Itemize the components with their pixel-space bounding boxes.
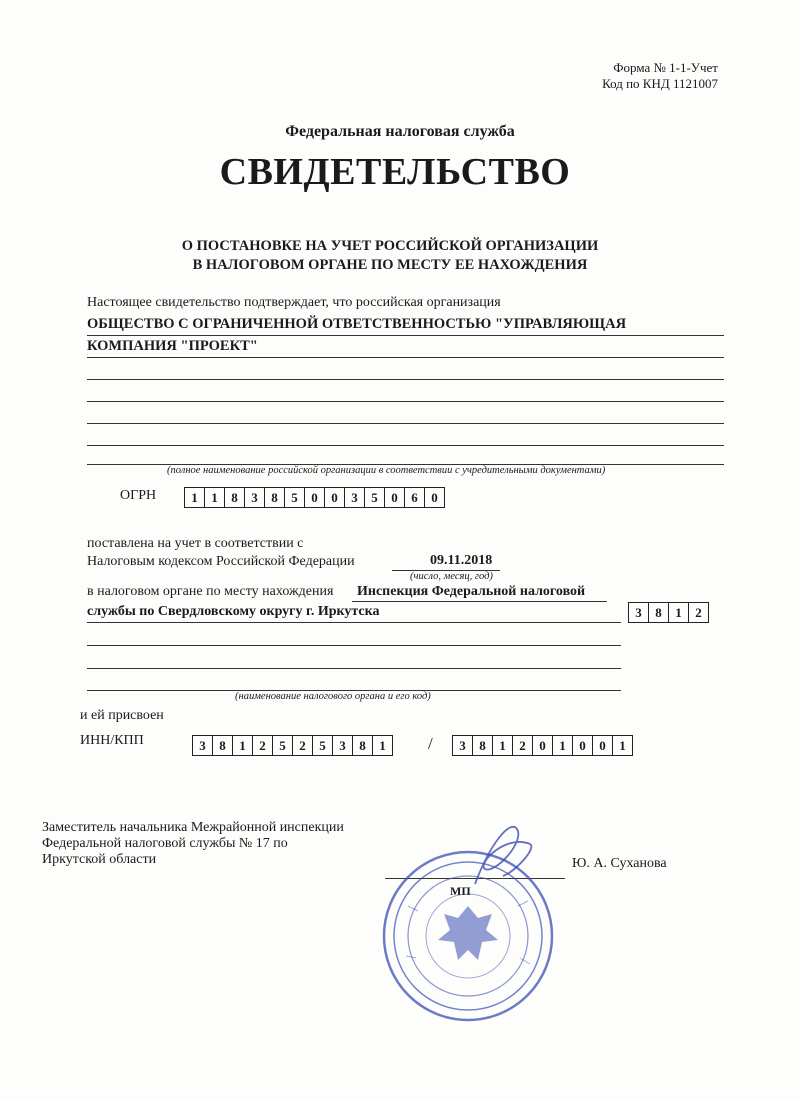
digit-cell: 1 <box>613 736 633 755</box>
digit-cell: 3 <box>193 736 213 755</box>
org-name-line-2: КОМПАНИЯ "ПРОЕКТ" <box>87 338 258 354</box>
subtitle-line-2: В НАЛОГОВОМ ОРГАНЕ ПО МЕСТУ ЕЕ НАХОЖДЕНИЯ <box>192 257 588 273</box>
form-number: Форма № 1-1-Учет <box>613 60 718 75</box>
ogrn-label: ОГРН <box>120 488 157 503</box>
digit-cell: 3 <box>245 488 265 507</box>
digit-cell: 8 <box>213 736 233 755</box>
org-line-2 <box>87 357 724 358</box>
inn-kpp-label: ИНН/КПП <box>80 733 144 748</box>
digit-cell: 0 <box>593 736 613 755</box>
digit-cell: 8 <box>353 736 373 755</box>
org-name-line-1: ОБЩЕСТВО С ОГРАНИЧЕННОЙ ОТВЕТСТВЕННОСТЬЮ "УПРАВЛЯЮЩАЯ <box>87 316 627 332</box>
tax-code-cells <box>628 602 709 623</box>
ogrn-cells <box>184 487 445 508</box>
document-subtitle <box>0 237 780 275</box>
document-title: СВИДЕТЕЛЬСТВО <box>219 151 571 193</box>
registration-line-1: поставлена на учет в соответствии с <box>87 536 304 551</box>
digit-cell: 2 <box>253 736 273 755</box>
tax-authority-name-1: Инспекция Федеральной налоговой <box>357 584 586 599</box>
assigned-label: и ей присвоен <box>80 708 164 723</box>
digit-cell: 0 <box>533 736 553 755</box>
registration-line-2: Налоговым кодексом Российской Федерации <box>87 554 355 569</box>
digit-cell: 2 <box>513 736 533 755</box>
digit-cell: 0 <box>325 488 345 507</box>
form-number-block <box>602 60 718 92</box>
digit-cell: 2 <box>293 736 313 755</box>
tax-line-4 <box>87 668 621 669</box>
seal-label: МП <box>450 884 471 898</box>
org-line-3 <box>87 379 724 380</box>
org-line-5 <box>87 423 724 424</box>
intro-text: Настоящее свидетельство подтверждает, что российская организация <box>87 295 501 310</box>
digit-cell: 8 <box>649 603 669 622</box>
digit-cell: 8 <box>265 488 285 507</box>
digit-cell: 3 <box>333 736 353 755</box>
digit-cell: 1 <box>553 736 573 755</box>
signatory-position-line-3: Иркутской области <box>42 852 157 867</box>
digit-cell: 5 <box>365 488 385 507</box>
digit-cell: 0 <box>305 488 325 507</box>
digit-cell: 1 <box>669 603 689 622</box>
tax-authority-caption: (наименование налогового органа и его код) <box>235 691 431 702</box>
handwritten-signature <box>455 814 545 904</box>
inn-kpp-separator: / <box>428 734 433 753</box>
digit-cell: 5 <box>313 736 333 755</box>
org-caption: (полное наименование российской организации в соответствии с учредительными документами) <box>167 465 606 476</box>
digit-cell: 2 <box>689 603 709 622</box>
digit-cell: 0 <box>385 488 405 507</box>
agency-name: Федеральная налоговая служба <box>285 123 515 140</box>
kpp-cells <box>452 735 633 756</box>
digit-cell: 8 <box>225 488 245 507</box>
tax-line-3 <box>87 645 621 646</box>
digit-cell: 0 <box>425 488 445 507</box>
digit-cell: 0 <box>573 736 593 755</box>
digit-cell: 3 <box>629 603 649 622</box>
digit-cell: 3 <box>453 736 473 755</box>
tax-authority-prefix: в налоговом органе по месту нахождения <box>87 584 334 599</box>
digit-cell: 5 <box>273 736 293 755</box>
signatory-position <box>42 820 344 868</box>
subtitle-line-1: О ПОСТАНОВКЕ НА УЧЕТ РОССИЙСКОЙ ОРГАНИЗАЦИИ <box>181 238 599 254</box>
tax-authority-name-2: службы по Свердловскому округу г. Иркутска <box>87 604 380 619</box>
inn-cells <box>192 735 393 756</box>
digit-cell: 1 <box>205 488 225 507</box>
digit-cell: 1 <box>233 736 253 755</box>
digit-cell: 5 <box>285 488 305 507</box>
tax-line-1 <box>352 601 607 602</box>
digit-cell: 3 <box>345 488 365 507</box>
digit-cell: 8 <box>473 736 493 755</box>
org-line-1 <box>87 335 724 336</box>
tax-line-2 <box>87 622 621 623</box>
org-line-4 <box>87 401 724 402</box>
digit-cell: 6 <box>405 488 425 507</box>
digit-cell: 1 <box>373 736 393 755</box>
digit-cell: 1 <box>493 736 513 755</box>
signatory-name: Ю. А. Суханова <box>572 856 667 871</box>
registration-date: 09.11.2018 <box>430 553 493 568</box>
knd-code: Код по КНД 1121007 <box>602 76 718 91</box>
signatory-position-line-1: Заместитель начальника Межрайонной инспекции <box>42 820 344 835</box>
date-caption: (число, месяц, год) <box>410 571 493 582</box>
signatory-position-line-2: Федеральной налоговой службы № 17 по <box>42 836 288 851</box>
digit-cell: 1 <box>185 488 205 507</box>
org-line-6 <box>87 445 724 446</box>
